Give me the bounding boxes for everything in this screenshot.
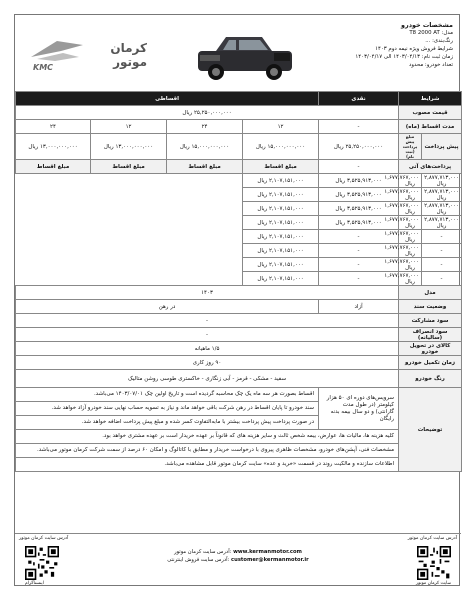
installment-cell: ۲,۱۰۷,۱۵۱,۰۰۰ ریال bbox=[243, 258, 319, 272]
installment-cell: - bbox=[422, 258, 462, 272]
row-label: توضیحات bbox=[399, 388, 462, 472]
installment-cell: ۳,۵۲۵,۹۱۳,۰۰۰ ریال bbox=[319, 188, 399, 202]
table-row bbox=[16, 458, 462, 472]
row-sublabel: مبلغ پیش پرداخت (ثبت نام) bbox=[399, 134, 422, 160]
table-row bbox=[16, 430, 462, 444]
installment-row bbox=[16, 244, 462, 258]
header-line: رنگ‌بندی: ... bbox=[425, 38, 453, 44]
installment-cell: ۱,۶۷۷,۷۶۷,۰۰۰ ریال bbox=[399, 216, 422, 230]
installment-cell: - bbox=[422, 230, 462, 244]
installment-cell: ۲,۱۰۷,۱۵۱,۰۰۰ ریال bbox=[243, 244, 319, 258]
installment-cell: ۲,۱۰۷,۱۵۱,۰۰۰ ریال bbox=[243, 230, 319, 244]
header-line: مشخصات خودرو bbox=[401, 21, 453, 29]
header-line: مدل: T8 2000 AT bbox=[409, 30, 453, 36]
table-cell: آزاد bbox=[319, 300, 399, 314]
table-cell: - bbox=[319, 120, 399, 134]
table-row bbox=[16, 314, 462, 328]
table-cell: - bbox=[16, 314, 399, 328]
table-cell: - bbox=[319, 160, 399, 174]
row-label: سود مشارکت bbox=[399, 314, 462, 328]
table-cell: ۱/۵ ماهیانه bbox=[16, 342, 399, 356]
installment-cell: ۲,۸۷۷,۷۱۳,۰۰۰ ریال bbox=[422, 202, 462, 216]
installment-cell: - bbox=[319, 230, 399, 244]
bar-cash: نقدی bbox=[319, 92, 399, 106]
qr-sub-caption: اینستاگرام bbox=[25, 581, 44, 586]
row-label: مدل bbox=[399, 286, 462, 300]
installment-row bbox=[16, 188, 462, 202]
email-link[interactable]: customer@kermanmotor.ir bbox=[231, 557, 309, 563]
email-label: آدرس سایت فروش اینترنتی: bbox=[167, 557, 230, 563]
table-cell: ۱۳,۰۰۰,۰۰۰,۰۰۰ ریال bbox=[91, 134, 167, 160]
footer bbox=[15, 533, 461, 587]
installment-row bbox=[16, 230, 462, 244]
note-line: اطلاعات سازنده و مالکیت روند در قسمت «خرید و عده» سایت کرمان موتور قابل مشاهده می‌باشد. bbox=[16, 458, 399, 472]
contact-info bbox=[135, 548, 341, 564]
web-label: آدرس سایت کرمان موتور: bbox=[174, 549, 232, 555]
note-line: اقساط بصورت هر سه ماه یک چک محاسبه گردیده است و تاریخ اولین چک ۱۴۰۳/۰۷/۰۱ می‌باشد. bbox=[16, 388, 319, 402]
row-label: رنگ خودرو bbox=[399, 370, 462, 388]
installment-cell: ۲,۸۷۷,۷۱۳,۰۰۰ ریال bbox=[422, 216, 462, 230]
installment-cell: ۱,۶۷۷,۷۶۷,۰۰۰ ریال bbox=[399, 202, 422, 216]
header-info bbox=[303, 21, 453, 69]
table-row bbox=[16, 444, 462, 458]
table-cell: ۱۵,۰۰۰,۰۰۰,۰۰۰ ریال bbox=[243, 134, 319, 160]
brand-logo bbox=[27, 37, 147, 73]
qr-code-icon[interactable] bbox=[417, 546, 451, 580]
installment-row bbox=[16, 216, 462, 230]
table-row bbox=[16, 286, 462, 300]
table-row bbox=[16, 120, 462, 134]
logo-fa: کرمان موتور bbox=[110, 41, 147, 69]
bar-installment: اقساطی bbox=[16, 92, 319, 106]
pickup-truck-image bbox=[190, 25, 300, 83]
logo-en: KMC bbox=[33, 63, 54, 72]
installment-cell: ۲,۱۰۷,۱۵۱,۰۰۰ ریال bbox=[243, 174, 319, 188]
row-label: زمان تکمیل خودرو bbox=[399, 356, 462, 370]
table-cell: ۹۰ روز کاری bbox=[16, 356, 399, 370]
table-cell: ۱۳,۰۰۰,۰۰۰,۰۰۰ ریال bbox=[16, 134, 91, 160]
row-label: وضعیت سند bbox=[399, 300, 462, 314]
note-line: سند خودرو تا پایان اقساط در رهن شرکت باقی خواهد ماند و نیاز به تسویه حساب نهایی سند خودرو آزاد خواهد شد. bbox=[16, 402, 319, 416]
installment-cell: ۱,۶۷۷,۷۶۷,۰۰۰ ریال bbox=[399, 174, 422, 188]
installment-cell: ۲,۱۰۷,۱۵۱,۰۰۰ ریال bbox=[243, 272, 319, 286]
table-row bbox=[16, 388, 462, 402]
installment-cell: - bbox=[422, 244, 462, 258]
installment-cell: ۱,۶۷۷,۷۶۷,۰۰۰ ریال bbox=[399, 258, 422, 272]
bar-conditions: شرایط bbox=[399, 92, 462, 106]
installment-cell: ۲,۸۷۷,۷۱۳,۰۰۰ ریال bbox=[422, 174, 462, 188]
installment-cell: ۲,۱۰۷,۱۵۱,۰۰۰ ریال bbox=[243, 216, 319, 230]
installment-cell: ۲,۱۰۷,۱۵۱,۰۰۰ ریال bbox=[243, 202, 319, 216]
table-row bbox=[16, 328, 462, 342]
note-line: مشخصات فنی، آپشن‌های خودرو، مشخصات ظاهری پیروی با درخواست خریدار و مطابق با کاتالوگ و امکان ۶۰ درصد از سمت شرکت کرمان موتور می‌باشد. bbox=[16, 444, 399, 458]
table-cell: ۱۴۰۳ bbox=[16, 286, 399, 300]
installment-cell: ۱,۶۷۷,۷۶۷,۰۰۰ ریال bbox=[399, 244, 422, 258]
table-header-bar bbox=[16, 92, 462, 106]
table-cell: ۱۲ bbox=[243, 120, 319, 134]
installment-cell: ۳,۵۲۵,۹۱۳,۰۰۰ ریال bbox=[319, 216, 399, 230]
qr-caption: آدرس سایت کرمان موتور bbox=[407, 536, 457, 541]
installment-cell: ۱,۶۷۷,۷۶۷,۰۰۰ ریال bbox=[399, 188, 422, 202]
row-label: پیش پرداخت bbox=[422, 134, 462, 160]
table-row bbox=[16, 300, 462, 314]
note-side: سرویس‌های دوره ای ۵۰ هزار کیلومتر (در طول مدت گارانتی) و دو سال بیمه بدنه رایگان bbox=[319, 388, 399, 430]
sales-conditions-sheet bbox=[14, 14, 460, 586]
installment-cell: ۱,۶۷۷,۷۶۷,۰۰۰ ریال bbox=[399, 230, 422, 244]
table-cell: ۱۲ bbox=[91, 120, 167, 134]
header-line: شرایط فروش ویژه نیمه دوم ۱۴۰۳ bbox=[375, 46, 453, 52]
table-cell: - bbox=[16, 328, 399, 342]
table-cell: مبلغ اقساط bbox=[16, 160, 91, 174]
colors-value: سفید - مشکی - قرمز - آبی زنگاری - خاکستری طوسی روشن متالیک bbox=[16, 370, 399, 388]
header-line: تعداد خودرو: محدود bbox=[409, 62, 453, 68]
table-cell: ۲۴ bbox=[167, 120, 243, 134]
installment-cell: ۲,۱۰۷,۱۵۱,۰۰۰ ریال bbox=[243, 188, 319, 202]
table-row bbox=[16, 106, 462, 120]
installment-cell: ۱,۶۷۷,۷۶۷,۰۰۰ ریال bbox=[399, 272, 422, 286]
table-cell: ۱۵,۰۰۰,۰۰۰,۰۰۰ ریال bbox=[167, 134, 243, 160]
note-line: کلیه هزینه ها، مالیات ها، عوارض، بیمه شخص ثالث و سایر هزینه های که قانوناً بر عهده خریدار است بر عهده مشتری خواهد بود. bbox=[16, 430, 399, 444]
row-label: کالای در تحویل خودرو bbox=[399, 342, 462, 356]
installment-row bbox=[16, 272, 462, 286]
installment-cell: - bbox=[319, 244, 399, 258]
website-link[interactable]: www.kermanmotor.com bbox=[233, 549, 302, 555]
header bbox=[15, 15, 461, 87]
table-cell: مبلغ اقساط bbox=[243, 160, 319, 174]
row-label: سود انصراف (سالیانه) bbox=[399, 328, 462, 342]
installments-body bbox=[16, 174, 462, 286]
table-row bbox=[16, 134, 462, 160]
qr-caption: آدرس سایت کرمان موتور bbox=[19, 536, 69, 541]
qr-sub-caption: سایت کرمان موتور bbox=[416, 581, 451, 586]
table-cell: در رهن bbox=[16, 300, 319, 314]
installment-cell: ۳,۵۲۵,۹۱۳,۰۰۰ ریال bbox=[319, 202, 399, 216]
installment-row bbox=[16, 174, 462, 188]
header-line: زمان ثبت نام: ۱۴۰۳/۰۴/۱۳ الی ۱۴۰۳/۰۴/۱۷ bbox=[355, 54, 453, 60]
table-cell: ۲۴ bbox=[16, 120, 91, 134]
table-row bbox=[16, 356, 462, 370]
installment-cell: ۳,۵۲۵,۹۱۳,۰۰۰ ریال bbox=[319, 174, 399, 188]
table-row bbox=[16, 370, 462, 388]
installment-row bbox=[16, 202, 462, 216]
kmc-logo-icon bbox=[27, 37, 87, 73]
price-value: ۲۵,۲۵۰,۰۰۰,۰۰۰ ریال bbox=[16, 106, 399, 120]
table-cell: مبلغ اقساط bbox=[167, 160, 243, 174]
table-row bbox=[16, 160, 462, 174]
row-label: پرداخت‌های آتی bbox=[399, 160, 462, 174]
installment-row bbox=[16, 258, 462, 272]
table-row bbox=[16, 342, 462, 356]
conditions-table bbox=[15, 91, 462, 472]
table-cell: مبلغ اقساط bbox=[91, 160, 167, 174]
installment-cell: - bbox=[319, 272, 399, 286]
table-cell: ۲۵,۲۵۰,۰۰۰,۰۰۰ ریال bbox=[319, 134, 399, 160]
installment-cell: ۲,۸۷۷,۷۱۳,۰۰۰ ریال bbox=[422, 188, 462, 202]
note-line: در صورت پرداخت پیش پرداخت بیشتر با مابه‌التفاوت کسر شده و مبلغ پیش پرداخت اضافه خواهد شد. bbox=[16, 416, 319, 430]
qr-code-icon[interactable] bbox=[25, 546, 59, 580]
installment-cell: - bbox=[422, 272, 462, 286]
installment-cell: - bbox=[319, 258, 399, 272]
row-label: قیمت مصوب bbox=[399, 106, 462, 120]
row-label: مدت اقساط (ماه) bbox=[399, 120, 462, 134]
